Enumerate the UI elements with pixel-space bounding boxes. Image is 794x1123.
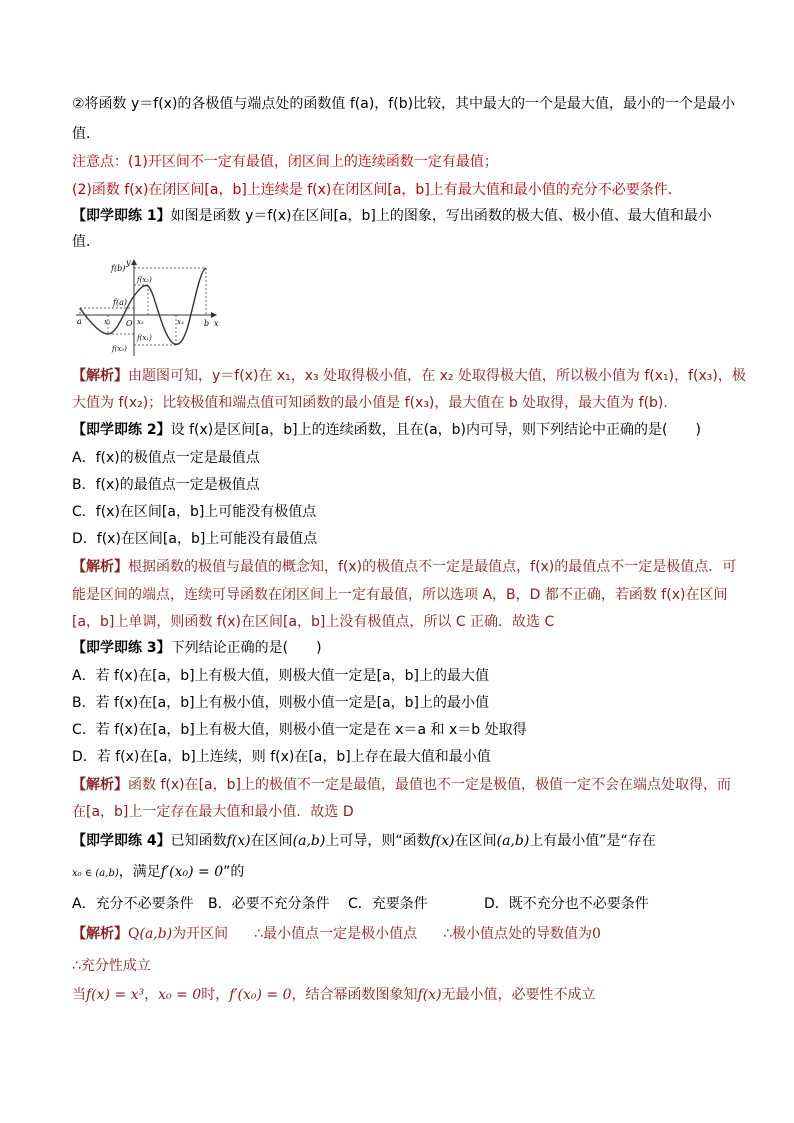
math-interval: (a,b) (292, 833, 326, 849)
ex4-sol-text: ∴最小值点一定是极小值点 (254, 926, 418, 942)
exercise-4-solution-1 (72, 924, 732, 944)
label-x: x (214, 319, 219, 328)
exercise-3-option-b: B．若 f(x)在[a，b]上有极小值，则极小值一定是[a，b]上的最小值 (72, 695, 489, 711)
exercise-4-line-2 (72, 862, 732, 884)
solution-text: 由题图可知，y＝f(x)在 x₁，x₃ 处取得极小值，在 x₂ 处取得极大值，所以极小值为 f(x₁)，f(x₃)，极 (128, 368, 746, 384)
math-because: Q (128, 926, 140, 942)
exercise-4-option-a: A．充分不必要条件 (72, 896, 194, 912)
exercise-1-text-2: 值． (72, 234, 100, 250)
ex4-text: 上可导，则“函数 (325, 833, 431, 849)
exercise-4-solution-3 (72, 985, 732, 1005)
label-a: a (77, 317, 82, 326)
exercise-3-option-d: D．若 f(x)在[a，b]上连续，则 f(x)在[a，b]上存在最大值和最小值 (72, 749, 491, 765)
ex4-sol-text: 当 (72, 987, 86, 1003)
exercise-1-solution-2: 大值为 f(x₂)；比较极值和端点值可知函数的最小值是 f(x₃)，最大值在 b 处取得，最大值为 f(b). (72, 395, 668, 411)
exercise-2-solution-3: [a，b]上单调，则函数 f(x)在区间[a，b]上没有极值点，所以 C 正确．故选 C (72, 614, 555, 630)
math-condition: f′(x₀) = 0 (160, 864, 224, 880)
ex4-text: ”的 (223, 864, 245, 880)
label-fa: f(a) (113, 298, 127, 307)
exercise-1-tag: 【即学即练 1】 (72, 208, 171, 224)
ex4-text: 在区间 (250, 833, 293, 849)
exercise-1-text-1: 如图是函数 y＝f(x)在区间[a，b]上的图象，写出函数的极大值、极小值、最大值和最小 (170, 208, 712, 224)
label-x1: x₁ (104, 318, 111, 326)
exercise-2-option-c: C．f(x)在区间[a，b]上可能没有极值点 (72, 504, 317, 520)
note-line-1: 注意点：(1)开区间不一定有最值，闭区间上的连续函数一定有最值； (72, 154, 498, 170)
ex4-text: 已知函数 (170, 833, 227, 849)
exercise-1-solution-1 (72, 366, 746, 386)
math-interval: (a,b) (139, 926, 173, 942)
function-graph-figure (74, 256, 224, 358)
exercise-4 (72, 831, 732, 851)
note-line-2: (2)函数 f(x)在闭区间[a，b]上连续是 f(x)在闭区间[a，b]上有最大值和最小值的充分不必要条件． (72, 182, 682, 198)
exercise-4-option-c: C．充要条件 (348, 896, 428, 912)
exercise-4-solution-2: ∴充分性成立 (72, 958, 151, 974)
math-power-function: f(x) = x³ (86, 987, 145, 1003)
solution-text: 根据函数的极值与最值的概念知，f(x)的极值点不一定是最值点，f(x)的最值点不一定是极值点．可 (128, 559, 737, 575)
exercise-4-options (72, 894, 732, 914)
solution-tag: 【解析】 (72, 777, 128, 793)
exercise-3-text: 下列结论正确的是( ) (170, 640, 322, 656)
math-zero: 0 (592, 926, 601, 942)
exercise-2-text: 设 f(x)是区间[a，b]上的连续函数，且在(a，b)内可导，则下列结论中正确的是( ) (170, 422, 701, 438)
label-y: y (126, 258, 131, 267)
exercise-1 (72, 206, 732, 226)
ex4-sol-text: 为开区间 (172, 926, 229, 942)
label-x3: x₃ (177, 318, 184, 326)
label-x2: x₂ (137, 318, 144, 326)
exercise-2 (72, 420, 732, 440)
label-o: O (126, 319, 133, 328)
label-fb: f(b) (111, 264, 126, 273)
label-fx1: f(x₁) (137, 334, 152, 342)
exercise-3 (72, 638, 732, 658)
math-x0: x₀ ∈ (a,b) (72, 868, 119, 879)
label-b: b (204, 319, 210, 328)
exercise-2-tag: 【即学即练 2】 (72, 422, 171, 438)
ex4-sol-text: ， (144, 987, 159, 1003)
exercise-4-option-d: D．既不充分也不必要条件 (484, 896, 649, 912)
math-x0-zero: x₀ = 0 (158, 987, 202, 1003)
math-fx: f(x) (226, 833, 251, 849)
exercise-4-option-b: B．必要不充分条件 (208, 896, 330, 912)
exercise-2-option-d: D．f(x)在区间[a，b]上可能没有最值点 (72, 531, 318, 547)
label-fx3: f(x₃) (112, 345, 127, 353)
math-fx: f(x) (430, 833, 455, 849)
ex4-sol-text: 时， (201, 987, 230, 1003)
intro-line-2: 值． (72, 126, 100, 142)
math-condition: f′(x₀) = 0 (229, 987, 292, 1003)
math-fx: f(x) (417, 987, 442, 1003)
solution-text: 函数 f(x)在[a，b]上的极值不一定是最值，最值也不一定是极值，极值一定不会在端点处取得，而 (128, 777, 731, 793)
exercise-2-solution-2: 能是区间的端点，连续可导函数在闭区间上一定有最值，所以选项 A，B，D 都不正确，若函数 f(x)在区间 (72, 587, 728, 603)
exercise-2-solution-1 (72, 557, 737, 577)
exercise-3-option-c: C．若 f(x)在[a，b]上有极大值，则极小值一定是在 x＝a 和 x＝b 处取得 (72, 722, 527, 738)
ex4-sol-text: 无最小值，必要性不成立 (441, 987, 596, 1003)
label-fx2: f(x₂) (137, 276, 152, 284)
solution-tag: 【解析】 (72, 926, 128, 942)
solution-tag: 【解析】 (72, 559, 128, 575)
solution-tag: 【解析】 (72, 368, 128, 384)
exercise-3-tag: 【即学即练 3】 (72, 640, 171, 656)
exercise-3-solution-2: 在[a，b]上一定存在最大值和最小值．故选 D (72, 804, 354, 820)
intro-line-1: ②将函数 y＝f(x)的各极值与端点处的函数值 f(a)，f(b)比较，其中最大的一个是最大值，最小的一个是最小 (72, 96, 736, 112)
exercise-2-option-a: A．f(x)的极值点一定是最值点 (72, 450, 260, 466)
ex4-text: 上有最小值”是“存在 (529, 833, 656, 849)
exercise-3-solution-1 (72, 775, 732, 795)
ex4-sol-text: ，结合幂函数图象知 (291, 987, 418, 1003)
exercise-4-tag: 【即学即练 4】 (72, 833, 171, 849)
exercise-2-option-b: B．f(x)的最值点一定是极值点 (72, 477, 260, 493)
ex4-text: 在区间 (454, 833, 497, 849)
ex4-sol-text: ∴极小值点处的导数值为 (443, 926, 593, 942)
ex4-text: ，满足 (118, 864, 161, 880)
exercise-3-option-a: A．若 f(x)在[a，b]上有极大值，则极大值一定是[a，b]上的最大值 (72, 668, 489, 684)
math-interval: (a,b) (496, 833, 530, 849)
